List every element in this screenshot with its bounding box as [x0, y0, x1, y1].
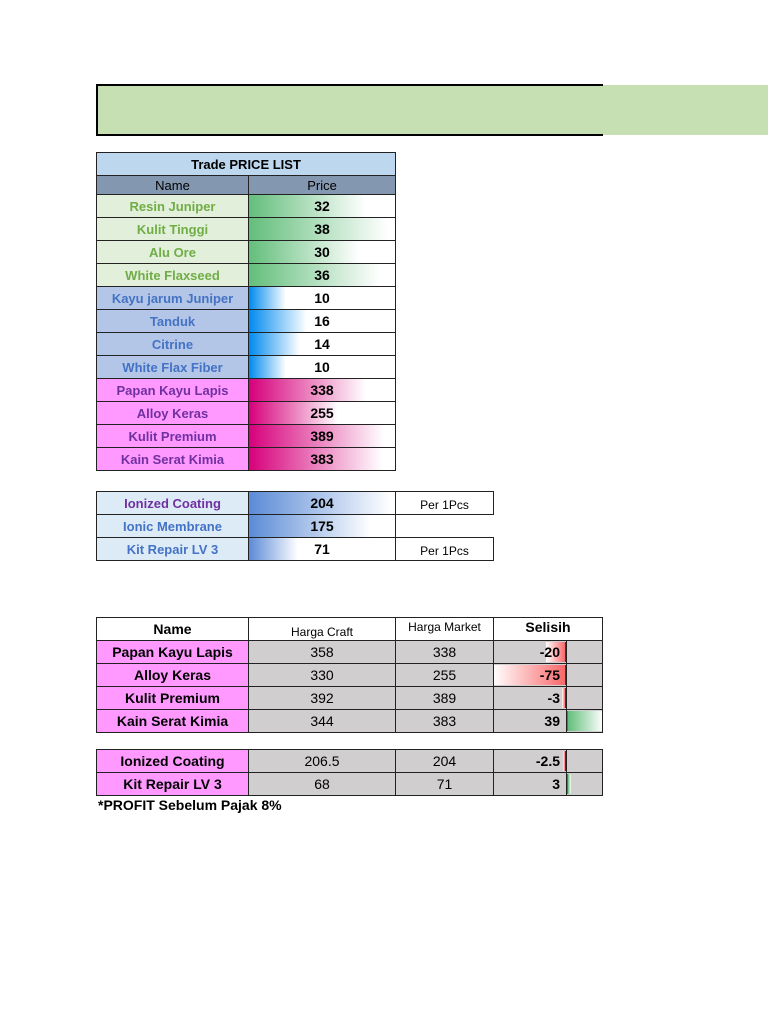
price-item-value-text: 255 — [310, 405, 334, 421]
profit-market-header-text: Harga Market — [408, 620, 481, 634]
coating-item-name-text: Ionized Coating — [124, 495, 221, 511]
price-item-value — [248, 401, 396, 425]
price-list-price-header — [248, 175, 396, 195]
price-item-name-text: White Flaxseed — [125, 267, 220, 283]
price-item-value — [248, 240, 396, 264]
profit-name-header — [96, 617, 249, 641]
profit-row-name — [96, 640, 249, 664]
profit-row-craft-text: 358 — [310, 644, 334, 660]
coating-item-name-text: Ionic Membrane — [123, 518, 222, 534]
profit-diff-header — [493, 617, 603, 641]
profit-row-diff — [493, 709, 567, 733]
price-item-name — [96, 286, 249, 310]
price-item-name — [96, 355, 249, 379]
price-item-name — [96, 309, 249, 333]
price-item-value — [248, 378, 396, 402]
price-header-text: Price — [307, 177, 337, 193]
price-item-name — [96, 217, 249, 241]
profit-row-diff — [493, 749, 567, 773]
price-item-name-text: Alloy Keras — [136, 405, 209, 421]
profit-row-market — [395, 749, 494, 773]
profit-row-market — [395, 640, 494, 664]
profit-row-craft — [248, 663, 396, 687]
price-item-name-text: Tanduk — [149, 313, 196, 329]
profit-row-diff — [493, 686, 567, 710]
price-item-name — [96, 263, 249, 287]
price-item-value-text: 383 — [310, 451, 334, 467]
coating-item-name — [96, 491, 249, 515]
price-item-value — [248, 286, 396, 310]
profit-row-market — [395, 686, 494, 710]
price-list-title — [96, 152, 396, 176]
price-item-name — [96, 332, 249, 356]
coating-item-note — [395, 491, 494, 515]
price-item-value-text: 14 — [314, 336, 330, 352]
profit-row-name — [96, 663, 249, 687]
price-item-name — [96, 401, 249, 425]
profit-row-name-text: Papan Kayu Lapis — [112, 644, 233, 660]
price-item-name — [96, 194, 249, 218]
price-item-value-text: 30 — [314, 244, 330, 260]
coating-item-price-text: 71 — [314, 541, 330, 557]
profit-row-name-text: Kain Serat Kimia — [116, 713, 229, 729]
profit-row-bar — [566, 663, 603, 687]
profit-row-name-text: Kit Repair LV 3 — [123, 776, 222, 792]
price-list-title-text: Trade PRICE LIST — [191, 156, 301, 172]
name-header-text: Name — [155, 177, 190, 193]
profit-row-name-text: Kulit Premium — [125, 690, 220, 706]
price-item-name — [96, 240, 249, 264]
price-item-value-text: 338 — [310, 382, 334, 398]
profit-row-craft-text: 392 — [310, 690, 334, 706]
profit-row-name-text: Alloy Keras — [133, 667, 212, 683]
profit-row-market-text: 383 — [432, 713, 457, 729]
profit-row-diff-text: -3 — [547, 690, 560, 706]
profit-row-market-text: 255 — [432, 667, 457, 683]
profit-row-name — [96, 686, 249, 710]
price-item-value — [248, 217, 396, 241]
price-item-name-text: Kain Serat Kimia — [120, 451, 225, 467]
coating-item-price-text: 175 — [310, 518, 334, 534]
coating-item-name — [96, 514, 249, 538]
price-item-value-text: 32 — [314, 198, 330, 214]
price-item-name-text: Citrine — [151, 336, 194, 352]
price-item-value — [248, 194, 396, 218]
profit-row-craft-text: 68 — [314, 776, 330, 792]
price-item-value — [248, 447, 396, 471]
price-item-value — [248, 332, 396, 356]
profit-row-diff-text: 3 — [552, 776, 560, 792]
profit-row-diff-text: 39 — [544, 713, 560, 729]
profit-row-name-text: Ionized Coating — [120, 753, 225, 769]
profit-row-bar — [566, 749, 603, 773]
price-databar — [249, 241, 359, 263]
price-databar — [249, 195, 366, 217]
profit-row-market-text: 204 — [432, 753, 457, 769]
price-item-name-text: Kayu jarum Juniper — [111, 290, 234, 306]
price-item-value — [248, 424, 396, 448]
price-item-name-text: Resin Juniper — [129, 198, 216, 214]
price-item-value-text: 16 — [314, 313, 330, 329]
price-item-value-text: 10 — [314, 290, 330, 306]
price-item-name — [96, 424, 249, 448]
price-item-value-text: 10 — [314, 359, 330, 375]
profit-row-market-text: 389 — [432, 690, 457, 706]
profit-row-craft — [248, 709, 396, 733]
profit-craft-header — [248, 617, 396, 641]
profit-row-bar — [566, 772, 603, 796]
price-item-name-text: Alu Ore — [149, 244, 196, 260]
profit-row-craft — [248, 749, 396, 773]
profit-row-craft-text: 330 — [310, 667, 334, 683]
profit-row-diff-text: -2.5 — [535, 753, 560, 769]
price-item-value-text: 389 — [310, 428, 334, 444]
profit-row-market-text: 71 — [436, 776, 453, 792]
coating-item-price — [248, 537, 396, 561]
header-banner — [96, 84, 603, 136]
price-item-value — [248, 309, 396, 333]
coating-item-price-text: 204 — [310, 495, 334, 511]
price-databar — [249, 379, 366, 401]
price-databar — [249, 333, 300, 355]
profit-row-diff-text: -75 — [539, 667, 560, 683]
price-item-name — [96, 378, 249, 402]
profit-row-name — [96, 749, 249, 773]
price-item-name-text: Kulit Tinggi — [136, 221, 209, 237]
price-item-value — [248, 263, 396, 287]
price-item-value-text: 36 — [314, 267, 330, 283]
profit-row-diff-text: -20 — [539, 644, 560, 660]
coating-item-note — [395, 537, 494, 561]
price-item-name — [96, 447, 249, 471]
profit-row-market — [395, 772, 494, 796]
coating-item-note-text: Per 1Pcs — [420, 544, 469, 558]
coating-item-name-text: Kit Repair LV 3 — [126, 541, 219, 557]
profit-row-bar — [566, 686, 603, 710]
profit-row-bar — [566, 640, 603, 664]
profit-row-craft — [248, 640, 396, 664]
profit-footnote: *PROFIT Sebelum Pajak 8% — [98, 797, 282, 813]
profit-row-market — [395, 663, 494, 687]
profit-row-market — [395, 709, 494, 733]
coating-item-name — [96, 537, 249, 561]
positive-databar — [567, 774, 571, 794]
coating-item-note-text: Per 1Pcs — [420, 498, 469, 512]
profit-row-name — [96, 772, 249, 796]
profit-name-header-text: Name — [153, 621, 192, 637]
profit-row-craft — [248, 686, 396, 710]
price-databar — [249, 310, 307, 332]
coating-item-price — [248, 514, 396, 538]
price-item-name-text: Papan Kayu Lapis — [116, 382, 229, 398]
profit-row-market-text: 338 — [432, 644, 457, 660]
negative-databar — [563, 751, 566, 771]
profit-row-bar — [566, 709, 603, 733]
profit-market-header — [395, 617, 494, 641]
price-item-value — [248, 355, 396, 379]
profit-row-diff — [493, 772, 567, 796]
price-item-value-text: 38 — [314, 221, 330, 237]
price-databar — [249, 287, 286, 309]
price-item-name-text: White Flax Fiber — [122, 359, 223, 375]
coating-databar — [249, 538, 298, 560]
profit-diff-header-text: Selisih — [525, 619, 571, 635]
profit-craft-header-text: Harga Craft — [290, 625, 354, 639]
profit-row-diff — [493, 663, 567, 687]
price-databar — [249, 356, 286, 378]
profit-row-diff — [493, 640, 567, 664]
profit-row-craft-text: 344 — [310, 713, 334, 729]
profit-row-name — [96, 709, 249, 733]
negative-databar — [562, 688, 566, 708]
coating-item-price — [248, 491, 396, 515]
positive-databar — [567, 711, 603, 731]
price-list-name-header — [96, 175, 249, 195]
header-banner-extension — [603, 85, 768, 135]
price-item-name-text: Kulit Premium — [128, 428, 217, 444]
profit-row-craft-text: 206.5 — [304, 753, 340, 769]
profit-row-craft — [248, 772, 396, 796]
